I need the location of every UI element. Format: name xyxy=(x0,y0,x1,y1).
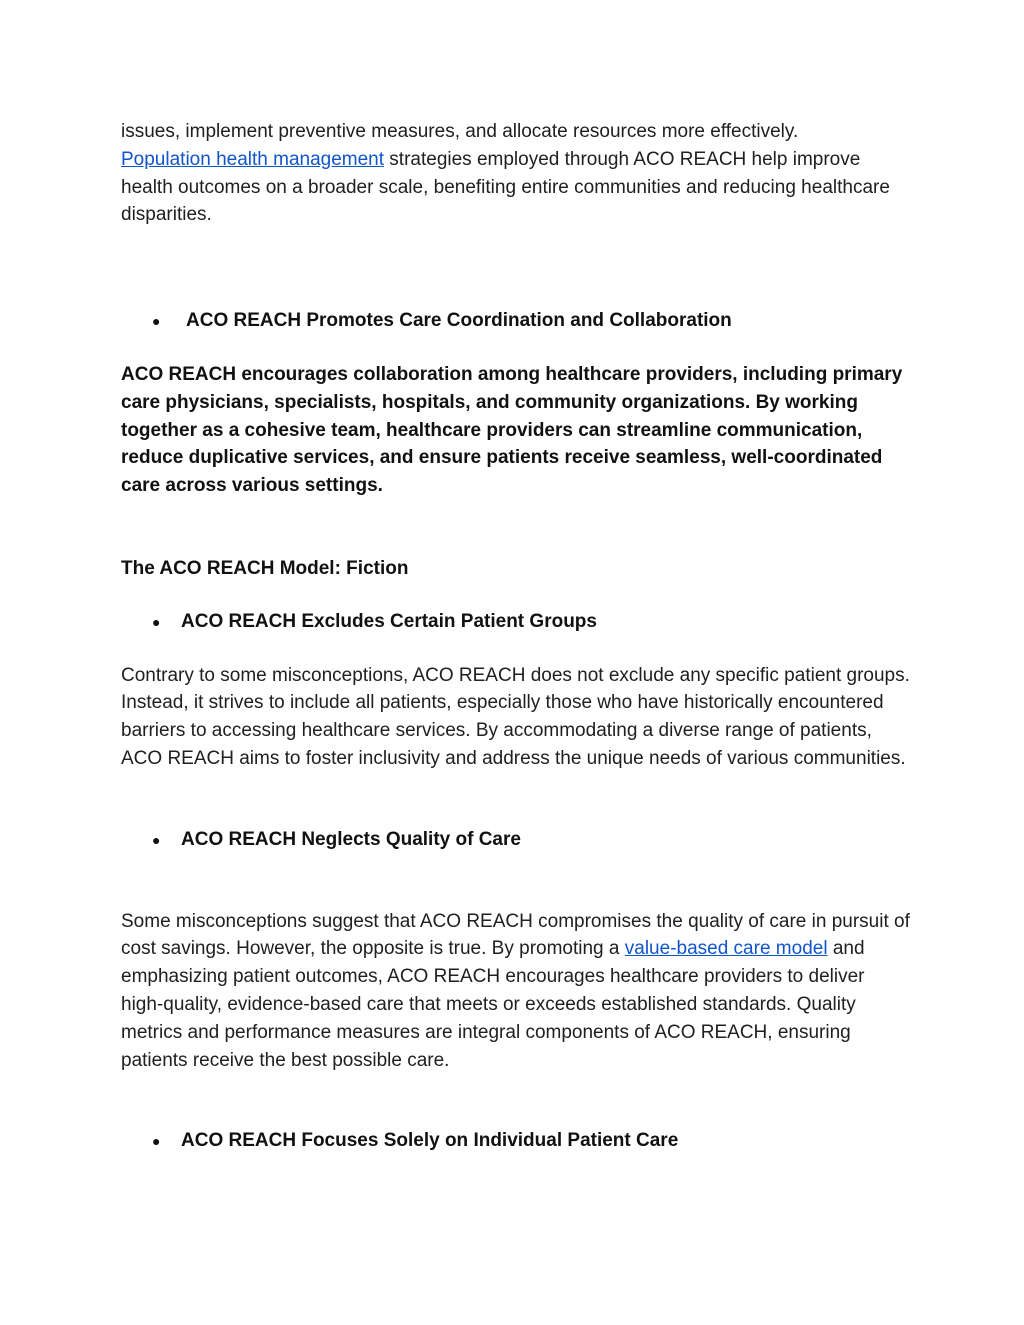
bullet-excludes-groups xyxy=(121,608,911,637)
bullet-heading: ACO REACH Excludes Certain Patient Groups xyxy=(181,610,597,632)
bullet-heading: ACO REACH Promotes Care Coordination and Collaboration xyxy=(186,310,732,332)
paragraph-text: and emphasizing patient outcomes, ACO REACH encourages healthcare providers to deliver high-quality, evidence-based care that meets or exceeds established standards. Quality metrics and performance measures are integral components of ACO REACH, ensuring patients receive the best possible care. xyxy=(121,938,865,1071)
paragraph-text: Some misconceptions suggest that ACO REACH compromises the quality of care in pursuit of cost savings. However, the opposite is true. By promoting a xyxy=(121,910,910,960)
bullet-care-coordination xyxy=(121,307,911,336)
bullet-icon: ● xyxy=(152,1133,161,1150)
paragraph-collaboration: ACO REACH encourages collaboration among healthcare providers, including primary care physicians, specialists, hospitals, and community organizations. By working together as a cohesive team, healthcare providers can streamline communication, reduce duplicative services, and ensure patients receive seamless, well-coordinated care across various settings. xyxy=(121,363,903,497)
bullet-quality-of-care xyxy=(121,826,911,855)
section-heading-fiction: The ACO REACH Model: Fiction xyxy=(121,557,409,579)
bullet-heading: ACO REACH Neglects Quality of Care xyxy=(181,828,521,850)
bullet-icon: ● xyxy=(152,831,161,848)
document-page xyxy=(121,118,911,1156)
bullet-icon: ● xyxy=(152,613,161,630)
bullet-icon: ● xyxy=(152,313,161,330)
paragraph-quality xyxy=(121,908,911,1075)
paragraph-text: strategies employed through ACO REACH help improve health outcomes on a broader scale, benefiting entire communities and reducing healthcare disparities. xyxy=(121,148,890,226)
bullet-heading: ACO REACH Focuses Solely on Individual Patient Care xyxy=(181,1130,679,1152)
bullet-individual-care xyxy=(121,1127,911,1156)
paragraph-inclusivity: Contrary to some misconceptions, ACO REACH does not exclude any specific patient groups. Instead, it strives to include all patients, especially those who have historically encountered barriers to accessing healthcare services. By accommodating a diverse range of patients, ACO REACH aims to foster inclusivity and address the unique needs of various communities. xyxy=(121,664,910,769)
paragraph-population-health xyxy=(121,118,911,229)
population-health-management-link[interactable]: Population health management xyxy=(121,148,385,170)
value-based-care-model-link[interactable]: value-based care model xyxy=(624,938,828,960)
paragraph-text: issues, implement preventive measures, and allocate resources more effectively. xyxy=(121,121,799,142)
